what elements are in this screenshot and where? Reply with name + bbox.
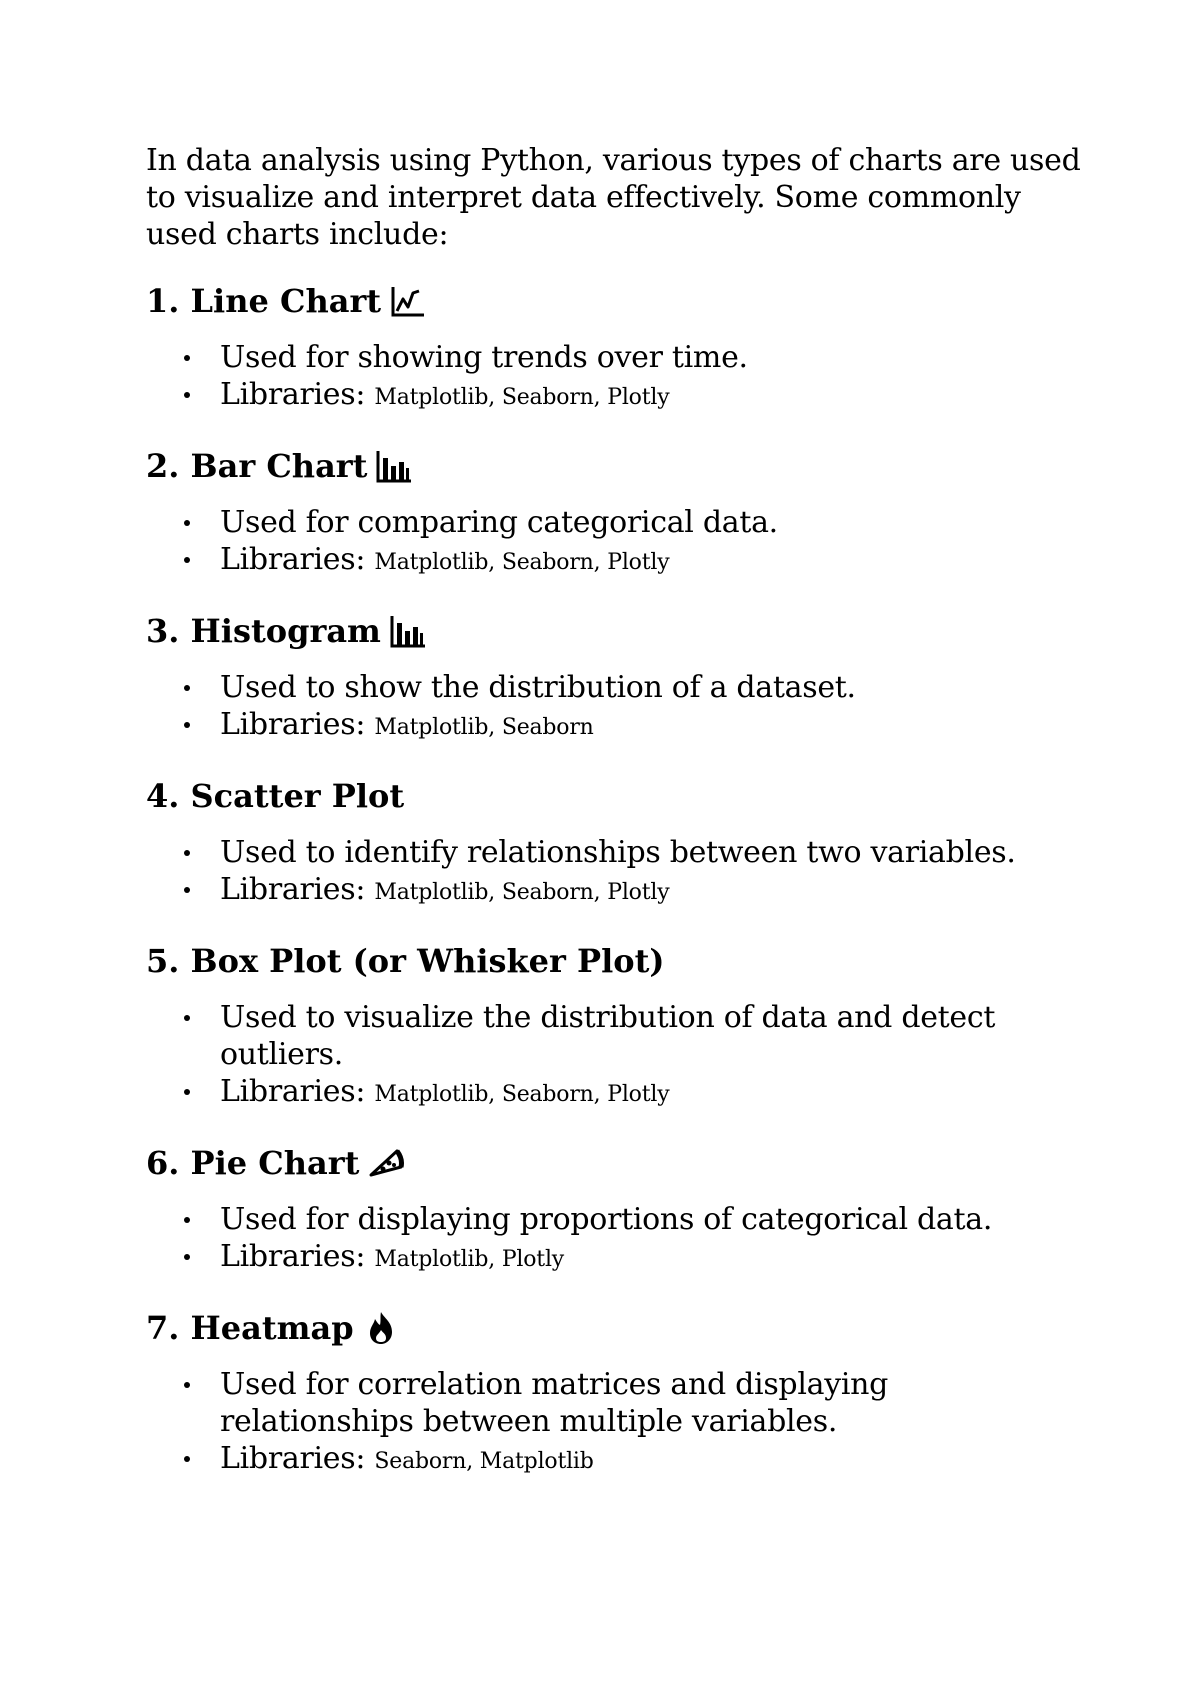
description-text: Used to show the distribution of a dataset. <box>220 670 856 705</box>
libraries-label: Libraries: <box>220 1441 366 1476</box>
description-text: Used for comparing categorical data. <box>220 505 778 540</box>
section-list <box>146 504 1086 581</box>
libraries-label: Libraries: <box>220 377 366 412</box>
libraries-list: Matplotlib, Seaborn, Plotly <box>374 1082 670 1107</box>
description-text: Used for correlation matrices and displaying relationships between multiple variables. <box>220 1367 889 1439</box>
section-title: 4. Scatter Plot <box>146 777 405 815</box>
description-text: Used for showing trends over time. <box>220 340 748 375</box>
list-item <box>184 1201 1086 1238</box>
section-title: 2. Bar Chart <box>146 447 368 485</box>
section-title: 3. Histogram <box>146 612 381 650</box>
section-heading-scatter-plot <box>146 776 1086 816</box>
section-heading-bar-chart <box>146 446 1086 486</box>
libraries-list: Matplotlib, Seaborn, Plotly <box>374 880 670 905</box>
libraries-list: Matplotlib, Plotly <box>374 1247 565 1272</box>
section-list <box>146 834 1086 911</box>
section-title: 6. Pie Chart <box>146 1144 360 1182</box>
section-list <box>146 339 1086 416</box>
libraries-list: Matplotlib, Seaborn, Plotly <box>374 385 670 410</box>
list-item <box>184 999 1086 1073</box>
list-item <box>184 1073 1086 1113</box>
list-item <box>184 376 1086 416</box>
list-item <box>184 541 1086 581</box>
section-list <box>146 999 1086 1113</box>
pizza-icon <box>367 1145 405 1181</box>
libraries-label: Libraries: <box>220 872 366 907</box>
section-heading-pie-chart <box>146 1143 1086 1183</box>
libraries-label: Libraries: <box>220 1074 366 1109</box>
fire-icon <box>362 1310 400 1346</box>
section-list <box>146 1201 1086 1278</box>
section-heading-heatmap <box>146 1308 1086 1348</box>
description-text: Used to identify relationships between two variables. <box>220 835 1016 870</box>
section-list <box>146 669 1086 746</box>
section-heading-line-chart <box>146 281 1086 321</box>
libraries-label: Libraries: <box>220 1239 366 1274</box>
list-item <box>184 504 1086 541</box>
section-heading-box-plot <box>146 941 1086 981</box>
list-item <box>184 706 1086 746</box>
libraries-list: Matplotlib, Seaborn, Plotly <box>374 550 670 575</box>
bar-chart-icon <box>375 448 413 484</box>
section-title: 1. Line Chart <box>146 282 382 320</box>
document-page <box>146 142 1086 1510</box>
section-title: 7. Heatmap <box>146 1309 354 1347</box>
list-item <box>184 834 1086 871</box>
section-heading-histogram <box>146 611 1086 651</box>
chart-increasing-icon <box>389 283 427 319</box>
description-text: Used to visualize the distribution of data and detect outliers. <box>220 1000 996 1072</box>
intro-paragraph: In data analysis using Python, various types of charts are used to visualize and interpret data effectively. Some commonly used charts include: <box>146 143 1081 252</box>
libraries-label: Libraries: <box>220 707 366 742</box>
list-item <box>184 1366 1086 1440</box>
section-title: 5. Box Plot (or Whisker Plot) <box>146 942 665 980</box>
libraries-list: Matplotlib, Seaborn <box>374 715 594 740</box>
list-item <box>184 1440 1086 1480</box>
description-text: Used for displaying proportions of categorical data. <box>220 1202 993 1237</box>
list-item <box>184 339 1086 376</box>
list-item <box>184 669 1086 706</box>
list-item <box>184 871 1086 911</box>
section-list <box>146 1366 1086 1480</box>
list-item <box>184 1238 1086 1278</box>
bar-chart-icon <box>389 613 427 649</box>
libraries-list: Seaborn, Matplotlib <box>374 1449 594 1474</box>
libraries-label: Libraries: <box>220 542 366 577</box>
